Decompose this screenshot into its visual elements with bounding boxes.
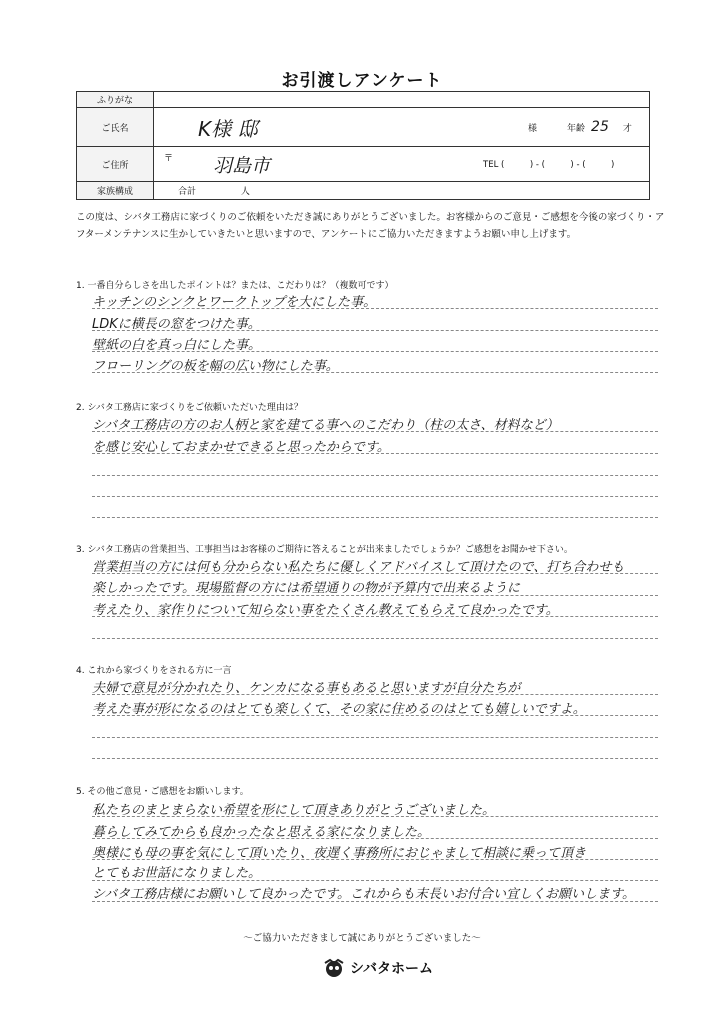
logo-text: シバタホーム (350, 961, 434, 977)
question-2-answer: シバタ工務店の方のお人柄と家を建てる事へのこだわり（柱の太さ、材料など） (92, 418, 559, 433)
answer-line (92, 573, 658, 574)
people-unit: 人 (240, 187, 250, 197)
intro-text: この度は、シバタ工務店に家づくりのご依頼をいただき誠にありがとうございました。お客様からのご意見・ご感想を今後の家づくり・アフターメンテナンスに生かしていきたいと思いますので、アンケートにご協力いただきますようお願い申し上げます。 (76, 212, 665, 240)
answer-line (92, 496, 658, 497)
answer-line (92, 816, 658, 817)
age-value: 25 (591, 119, 609, 135)
thank-you-footer: 〜ご協力いただきまして誠にありがとうございました〜 (243, 933, 481, 944)
company-logo (322, 957, 433, 979)
question-1-label: 1. 一番自分らしさを出したポイントは？または、こだわりは？（複数可です） (76, 281, 394, 291)
question-5-label: 5. その他ご意見・ご感想をお願いします。 (76, 787, 249, 797)
answer-line (92, 453, 658, 454)
address-label: ご住所 (77, 147, 154, 182)
question-1-answer: キッチンのシンクとワークトップを大にした事。 (92, 295, 377, 310)
survey-title: お引渡しアンケート (281, 71, 443, 91)
address-value: 羽島市 (213, 154, 271, 177)
answer-line (92, 616, 658, 617)
question-3-answer: 営業担当の方には何も分からない私たちに優しくアドバイスして頂けたので、打ち合わせも (92, 560, 625, 575)
question-1-answer: フローリングの板を幅の広い物にした事。 (92, 359, 339, 374)
answer-line (92, 715, 658, 716)
age-unit: 才 (622, 123, 632, 134)
age-label: 年齢 (567, 123, 586, 134)
address-field (154, 147, 650, 182)
answer-line (92, 372, 658, 373)
answer-line (92, 838, 658, 839)
furigana-field (154, 92, 650, 108)
answer-line (92, 638, 658, 639)
answer-line (92, 880, 658, 881)
answer-line (92, 859, 658, 860)
question-5-answer: 暮らしてみてからも良かったなと思える家になりました。 (92, 825, 431, 840)
question-3-answer: 楽しかったです。現場監督の方には希望通りの物が予算内で出来るように (92, 581, 520, 596)
tel-field: TEL ( ) - ( ) - ( ) (483, 160, 615, 170)
mascot-icon (322, 957, 346, 979)
question-3-answer: 考えたり、家作りについて知らない事をたくさん教えてもらえて良かったです。 (92, 603, 559, 618)
answer-line (92, 758, 658, 759)
question-2-answer: を感じ安心しておまかせできると思ったからです。 (92, 440, 390, 455)
answer-line (92, 901, 658, 902)
question-5-answer: 私たちのまとまらない希望を形にして頂きありがとうございました。 (92, 803, 496, 818)
customer-info-table (76, 91, 650, 200)
answer-line (92, 595, 658, 596)
name-field (154, 108, 650, 147)
answer-line (92, 308, 658, 309)
question-3-label: 3. シバタ工務店の営業担当、工事担当はお客様のご期待に答えることが出来ましたでしょうか？ご感想をお聞かせ下さい。 (76, 545, 573, 555)
furigana-label: ふりがな (77, 92, 154, 108)
question-1-answer: 壁紙の白を真っ白にした事。 (92, 338, 262, 353)
answer-line (92, 330, 658, 331)
total-label: 合計 (178, 187, 197, 197)
question-4-label: 4. これから家づくりをされる方に一言 (76, 666, 232, 676)
name-label: ご氏名 (77, 108, 154, 147)
postal-mark: 〒 (164, 153, 174, 164)
name-value: K様 邸 (198, 116, 258, 141)
question-5-answer: 奥様にも母の事を気にして頂いたり、夜遅く事務所におじゃまして相談に乗って頂き (92, 846, 587, 861)
question-4-answer: 夫婦で意見が分かれたり、ケンカになる事もあると思いますが自分たちが (92, 681, 521, 696)
sama-label: 様 (528, 123, 538, 134)
question-5-answer: シバタ工務店様にお願いして良かったです。これからも末長いお付合い宜しくお願いします。 (92, 887, 636, 902)
answer-line (92, 475, 658, 476)
question-1-answer: LDKに横長の窓をつけた事。 (92, 317, 261, 332)
answer-line (92, 351, 658, 352)
answer-line (92, 517, 658, 518)
answer-line (92, 737, 658, 738)
question-2-label: 2. シバタ工務店に家づくりをご依頼いただいた理由は？ (76, 403, 303, 413)
answer-line (92, 694, 658, 695)
question-5-answer: とてもお世話になりました。 (92, 866, 262, 881)
answer-line (92, 431, 658, 432)
family-label: 家族構成 (77, 182, 154, 200)
family-field (154, 182, 650, 200)
question-4-answer: 考えた事が形になるのはとても楽しくて、その家に住めるのはとても嬉しいですよ。 (92, 702, 586, 717)
